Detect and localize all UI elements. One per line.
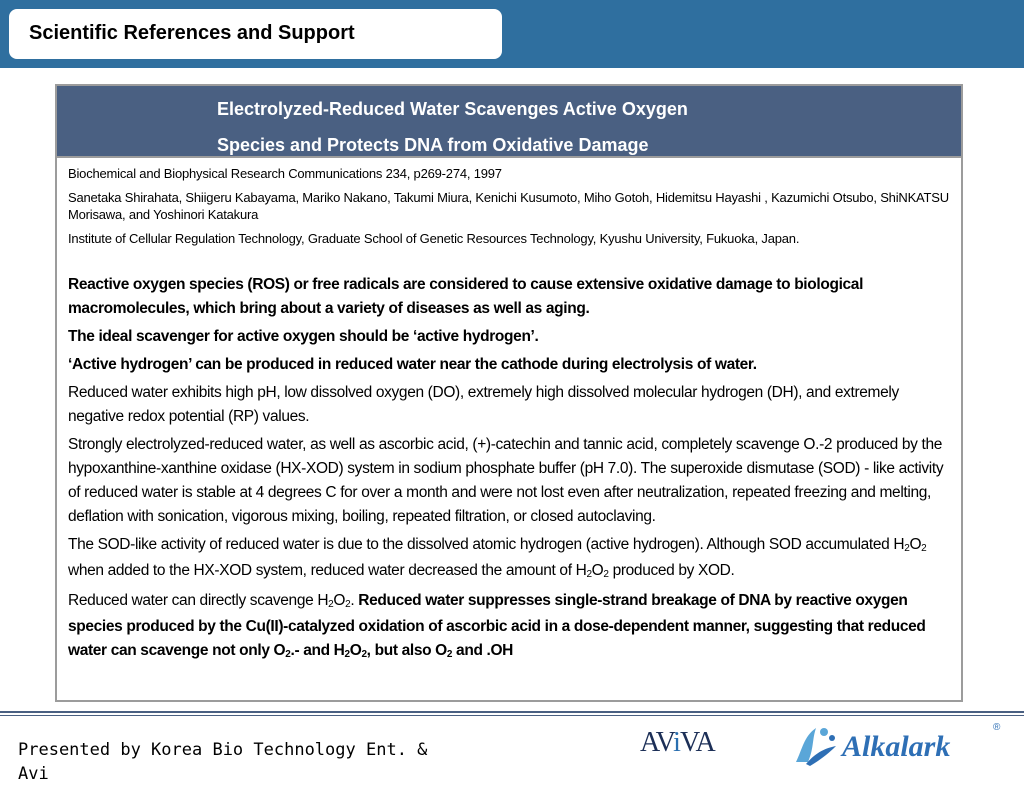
presented-by-text: Presented by Korea Bio Technology Ent. & Avi — [18, 740, 428, 784]
spacer — [68, 254, 950, 273]
paragraph-reduced-water-properties: Reduced water exhibits high pH, low dissolved oxygen (DO), extremely high dissolved molecular hydrogen (DH), and extremely negative redox potential (RP) values. — [68, 384, 899, 425]
article-title-bar — [57, 86, 961, 158]
paragraph-scavenging: Strongly electrolyzed-reduced water, as well as ascorbic acid, (+)-catechin and tannic acid, completely scavenge O.-2 produced by the hypoxanthine-xanthine oxidase (HX-XOD) system in sodium phosphate buffer (pH 7.0). The superoxide dismutase (SOD) - like activity of reduced water is stable at 4 degrees C for over a month and were not lost even after neutralization, repeated freezing and melting, deflation with sonication, vigorous mixing, boiling, repeated filtration, or closed autoclaving. — [68, 436, 944, 525]
paragraph-sod-activity: The SOD-like activity of reduced water is due to the dissolved atomic hydrogen (active hydrogen). Although SOD accumulated $H_2O_2$ when added to the HX-XOD system, reduced water decreased the amount of $H_2O_2$ produced by XOD. — [68, 536, 927, 580]
registered-mark: ® — [993, 722, 1001, 733]
header-band — [0, 0, 1024, 68]
alkalark-splash-icon — [790, 722, 840, 768]
paragraph-active-hydrogen: ‘Active hydrogen’ can be produced in reduced water near the cathode during electrolysis of water. — [68, 356, 757, 373]
institute: Institute of Cellular Regulation Technology, Graduate School of Genetic Resources Technology, Kyushu University, Fukuoka, Japan. — [68, 231, 800, 246]
article-body — [68, 165, 950, 669]
title-tab — [9, 9, 502, 59]
paragraph-dna-protection: Reduced water can directly scavenge $H_2O_2$. Reduced water suppresses single-strand breakage of DNA by reactive oxygen species produced by the Cu(II)-catalyzed oxidation of ascorbic acid in a dose-dependent manner, suggesting that reduced water can scavenge not only $O_2.-$ and $H_2O_2$, but also $O_2$ and .OH — [68, 592, 926, 660]
alkalark-logo — [790, 722, 1010, 768]
aviva-logo: AViVA — [640, 727, 715, 758]
paragraph-ideal-scavenger: The ideal scavenger for active oxygen should be ‘active hydrogen’. — [68, 328, 539, 345]
footer-divider-thin — [0, 715, 1024, 716]
alkalark-wordmark: Alkalark — [842, 730, 951, 763]
reference-panel — [55, 84, 963, 702]
footer-divider — [0, 711, 1024, 713]
article-title-line-2: Species and Protects DNA from Oxidative Damage — [217, 135, 649, 155]
authors: Sanetaka Shirahata, Shiigeru Kabayama, Mariko Nakano, Takumi Miura, Kenichi Kusumoto, Miho Gotoh, Hidemitsu Hayashi , Kazumichi Otsubo, ShiNKATSU Morisawa, and Yoshinori Katakura — [68, 190, 949, 222]
page-title: Scientific References and Support — [29, 22, 355, 44]
citation: Biochemical and Biophysical Research Communications 234, p269-274, 1997 — [68, 166, 502, 181]
article-title-line-1: Electrolyzed-Reduced Water Scavenges Active Oxygen — [217, 99, 688, 119]
paragraph-ros: Reactive oxygen species (ROS) or free radicals are considered to cause extensive oxidative damage to biological macromolecules, which bring about a variety of diseases as well as aging. — [68, 276, 864, 317]
